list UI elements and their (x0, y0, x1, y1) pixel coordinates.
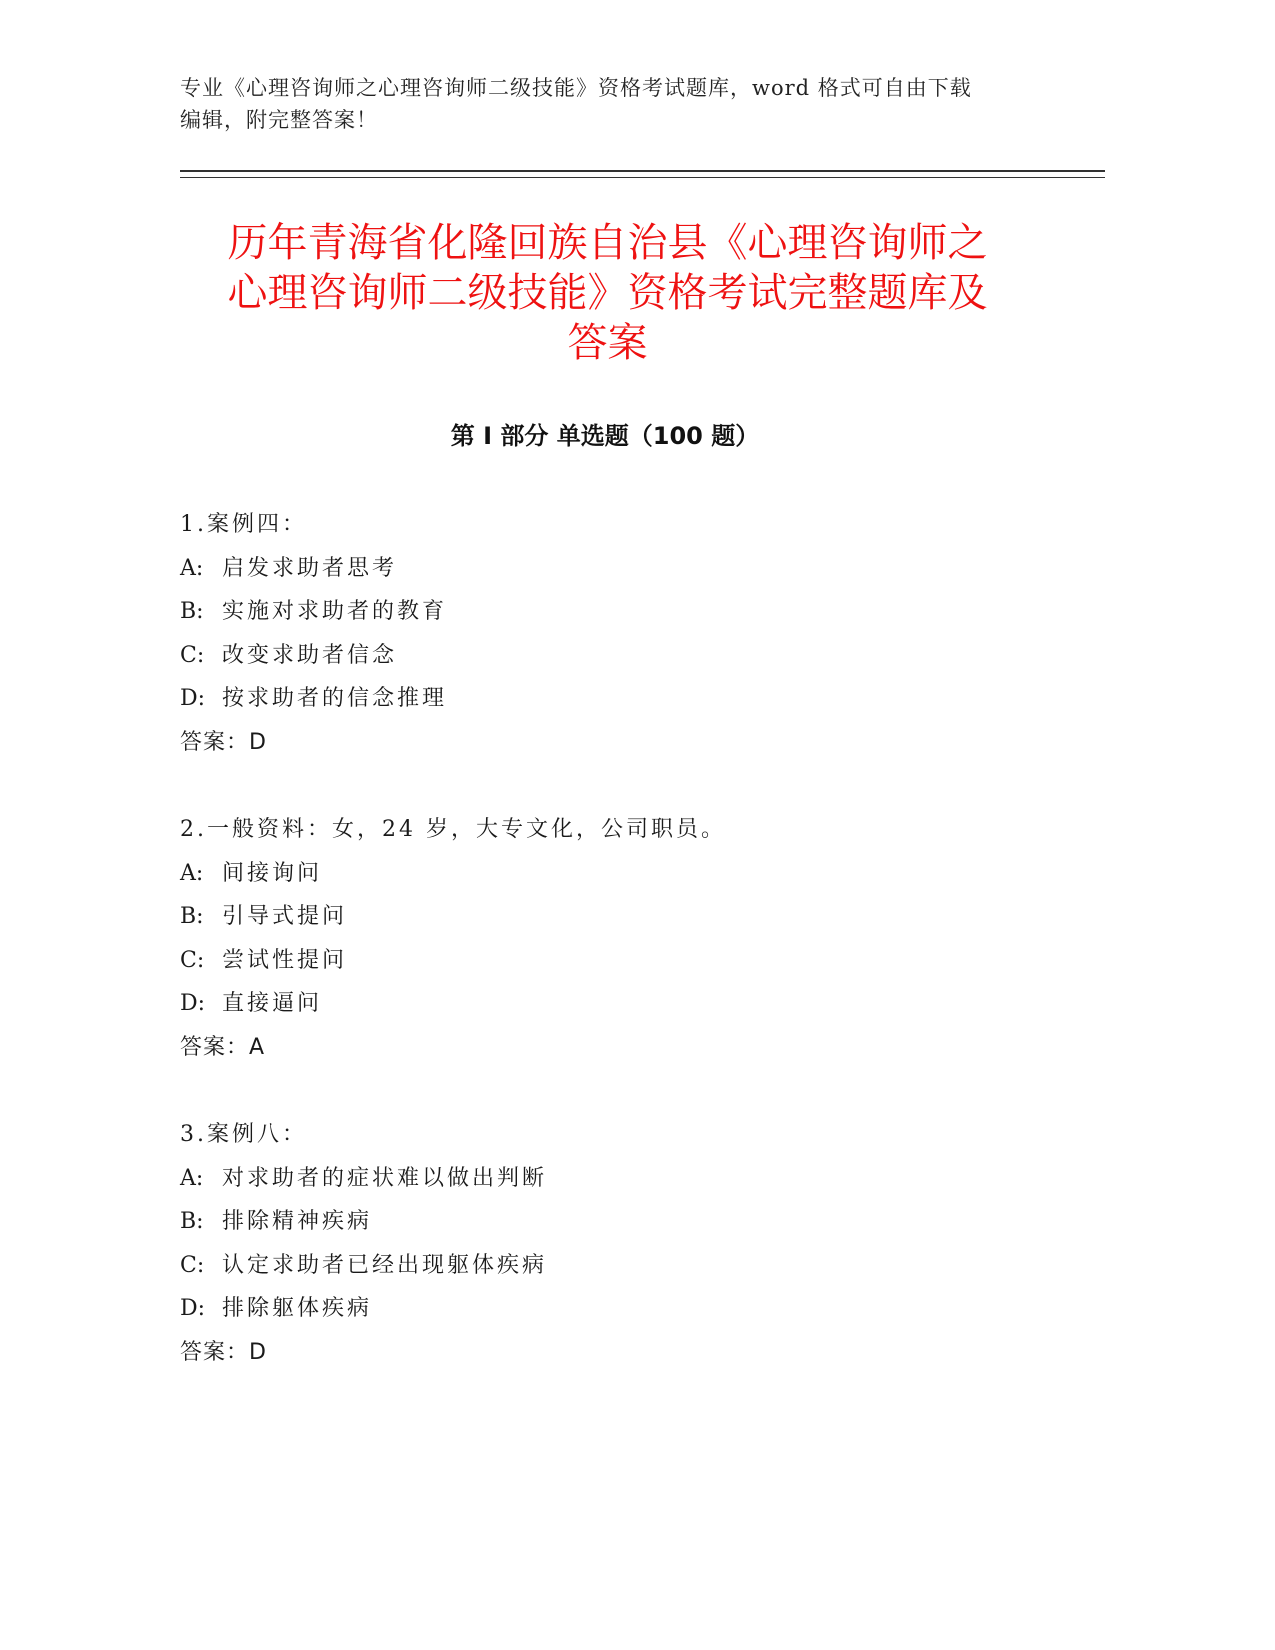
question-stem: 1.案例四： (180, 512, 307, 537)
option-b (180, 1200, 1080, 1244)
option-text: 按求助者的信念推理 (222, 686, 448, 711)
option-key: B: (180, 1209, 204, 1234)
option-d (180, 1287, 1080, 1331)
option-text: 间接询问 (222, 860, 323, 886)
option-c (180, 634, 1080, 678)
question-list (180, 503, 1080, 1418)
option-key: B: (180, 599, 204, 624)
option-key: D: (180, 686, 206, 711)
document-title-line-3: 答案 (567, 320, 648, 366)
option-text: 启发求助者思考 (222, 555, 398, 581)
option-text: 排除精神疾病 (222, 1209, 373, 1234)
option-b (180, 895, 1080, 939)
option-c (180, 1244, 1080, 1288)
question-1 (180, 503, 1080, 764)
option-text: 认定求助者已经出现躯体疾病 (222, 1252, 548, 1278)
option-key: A: (180, 1165, 204, 1191)
question-3 (180, 1113, 1080, 1374)
option-text: 排除躯体疾病 (222, 1296, 373, 1321)
option-a (180, 547, 1080, 591)
header-note-line-1: 专业《心理咨询师之心理咨询师二级技能》资格考试题库，word 格式可自由下载 (180, 76, 972, 100)
option-key: C: (180, 642, 205, 668)
option-text: 引导式提问 (222, 904, 348, 929)
document-title (150, 218, 1065, 368)
header-note-line-2: 编辑，附完整答案！ (180, 108, 378, 132)
option-text: 对求助者的症状难以做出判断 (222, 1165, 548, 1191)
option-d (180, 677, 1080, 721)
question-stem: 3.案例八： (180, 1122, 307, 1147)
question-2 (180, 808, 1080, 1069)
option-key: D: (180, 1296, 206, 1321)
option-a (180, 1157, 1080, 1201)
option-key: C: (180, 947, 205, 973)
option-a (180, 852, 1080, 896)
document-title-line-2: 心理咨询师二级技能》资格考试完整题库及 (227, 270, 988, 316)
option-text: 实施对求助者的教育 (222, 599, 448, 624)
option-key: A: (180, 860, 204, 886)
document-title-line-1: 历年青海省化隆回族自治县《心理咨询师之 (227, 220, 988, 266)
answer-line: 答案：D (180, 1339, 267, 1365)
option-text: 尝试性提问 (222, 947, 348, 973)
option-key: A: (180, 555, 204, 581)
option-c (180, 939, 1080, 983)
header-note (180, 72, 1040, 136)
option-d (180, 982, 1080, 1026)
question-stem: 2.一般资料：女，24 岁，大专文化，公司职员。 (180, 817, 726, 842)
option-text: 改变求助者信念 (222, 642, 398, 668)
option-key: C: (180, 1252, 205, 1278)
option-key: D: (180, 991, 206, 1016)
answer-line: 答案：D (180, 729, 267, 755)
option-b (180, 590, 1080, 634)
header-divider-thick (180, 170, 1105, 172)
section-heading: 第 I 部分 单选题（100 题） (450, 422, 760, 450)
option-key: B: (180, 904, 204, 929)
option-text: 直接逼问 (222, 991, 323, 1016)
header-divider-thin (180, 177, 1105, 178)
answer-line: 答案：A (180, 1034, 266, 1060)
